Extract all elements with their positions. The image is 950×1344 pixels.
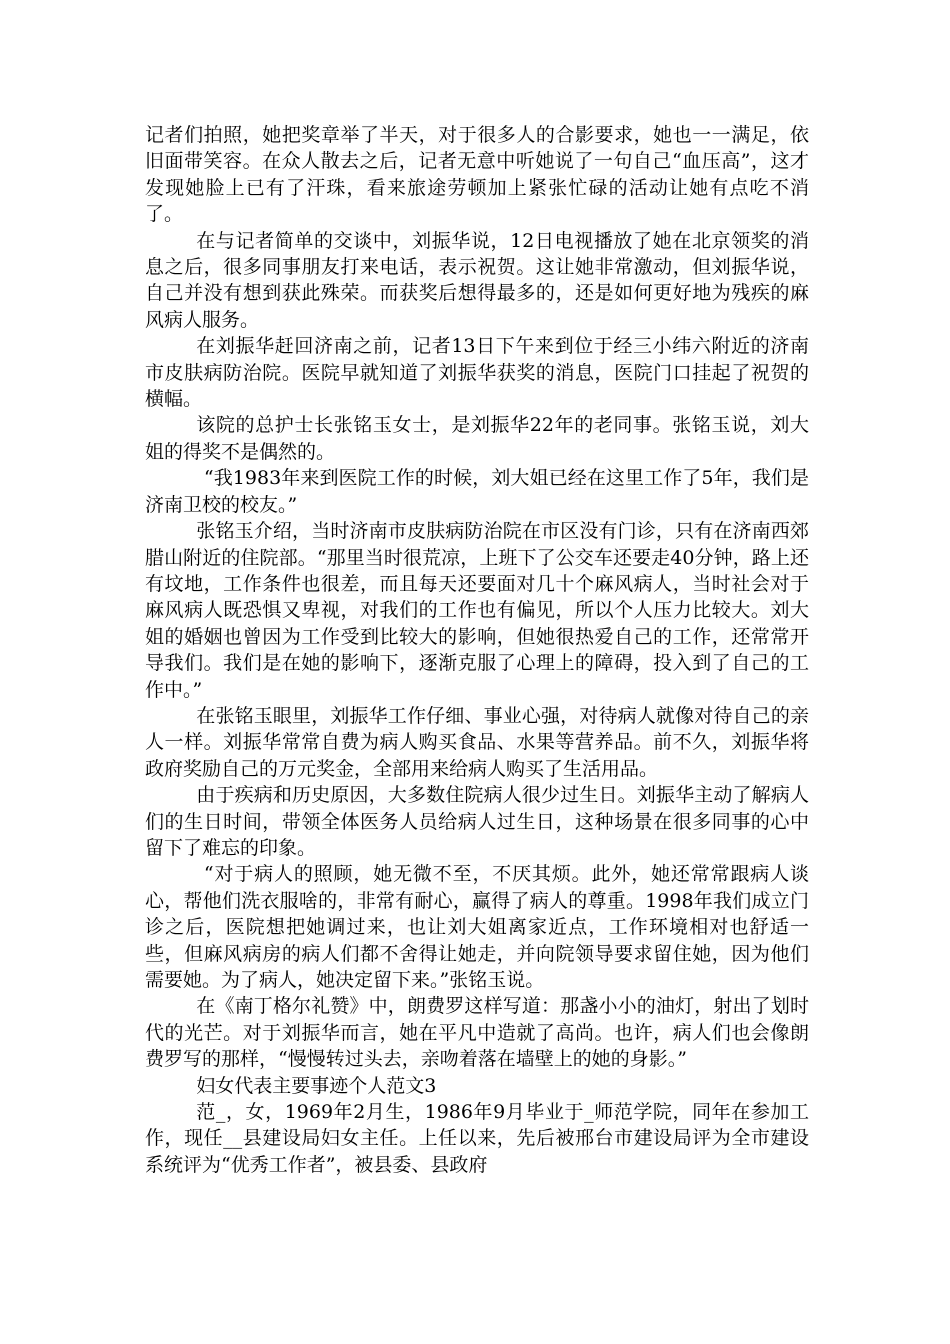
- paragraph-5-quote: “我1983年来到医院工作的时候，刘大姐已经在这里工作了5年，我们是济南卫校的校友。”: [145, 467, 809, 516]
- paragraph-12: 范_，女，1969年2月生，1986年9月毕业于_师范学院，同年在参加工作，现任__县建设局妇女主任。上任以来，先后被邢台市建设局评为全市建设系统评为“优秀工作者”，被县委、县政府: [145, 1101, 809, 1176]
- paragraph-7: 在张铭玉眼里，刘振华工作仔细、事业心强，对待病人就像对待自己的亲人一样。刘振华常常自费为病人购买食品、水果等营养品。前不久，刘振华将政府奖励自己的万元奖金，全部用来给病人购买了生活用品。: [145, 704, 809, 780]
- paragraph-8: 由于疾病和历史原因，大多数住院病人很少过生日。刘振华主动了解病人们的生日时间，带领全体医务人员给病人过生日，这种场景在很多同事的心中留下了难忘的印象。: [145, 784, 809, 859]
- document-page: [145, 122, 809, 1178]
- paragraph-2: 在与记者简单的交谈中，刘振华说，12日电视播放了她在北京领奖的消息之后，很多同事朋友打来电话，表示祝贺。这让她非常激动，但刘振华说，自己并没有想到获此殊荣。而获奖后想得最多的，还是如何更好地为残疾的麻风病人服务。: [145, 229, 809, 331]
- paragraph-3: 在刘振华赶回济南之前，记者13日下午来到位于经三小纬六附近的济南市皮肤病防治院。医院早就知道了刘振华获奖的消息，医院门口挂起了祝贺的横幅。: [145, 335, 809, 411]
- paragraph-10: 在《南丁格尔礼赞》中，朗费罗这样写道：那盏小小的油灯，射出了划时代的光芒。对于刘振华而言，她在平凡中造就了高尚。也许，病人们也会像朗费罗写的那样，“慢慢转过头去，亲吻着落在墙壁上的她的身影。”: [145, 995, 809, 1071]
- paragraph-4: 该院的总护士长张铭玉女士，是刘振华22年的老同事。张铭玉说，刘大姐的得奖不是偶然的。: [145, 414, 809, 463]
- paragraph-1: 记者们拍照，她把奖章举了半天，对于很多人的合影要求，她也一一满足，依旧面带笑容。在众人散去之后，记者无意中听她说了一句自己“血压高”，这才发现她脸上已有了汗珠，看来旅途劳顿加上紧张忙碌的活动让她有点吃不消了。: [145, 124, 809, 226]
- paragraph-6: 张铭玉介绍，当时济南市皮肤病防治院在市区没有门诊，只有在济南西郊腊山附近的住院部。“那里当时很荒凉，上班下了公交车还要走40分钟，路上还有坟地，工作条件也很差，而且每天还要面对几十个麻风病人，当时社会对于麻风病人既恐惧又卑视，对我们的工作也有偏见，所以个人压力比较大。刘大姐的婚姻也曾因为工作受到比较大的影响，但她很热爱自己的工作，还常常开导我们。我们是在她的影响下，逐渐克服了心理上的障碍，投入到了自己的工作中。”: [145, 520, 809, 701]
- paragraph-9-quote: “对于病人的照顾，她无微不至，不厌其烦。此外，她还常常跟病人谈心，帮他们洗衣服啥的，非常有耐心，赢得了病人的尊重。1998年我们成立门诊之后，医院想把她调过来，也让刘大姐离家近点，工作环境相对也舒适一些，但麻风病房的病人们都不舍得让她走，并向院领导要求留住她，因为他们需要她。为了病人，她决定留下来。”张铭玉说。: [145, 863, 809, 991]
- section-heading: 妇女代表主要事迹个人范文3: [196, 1074, 437, 1097]
